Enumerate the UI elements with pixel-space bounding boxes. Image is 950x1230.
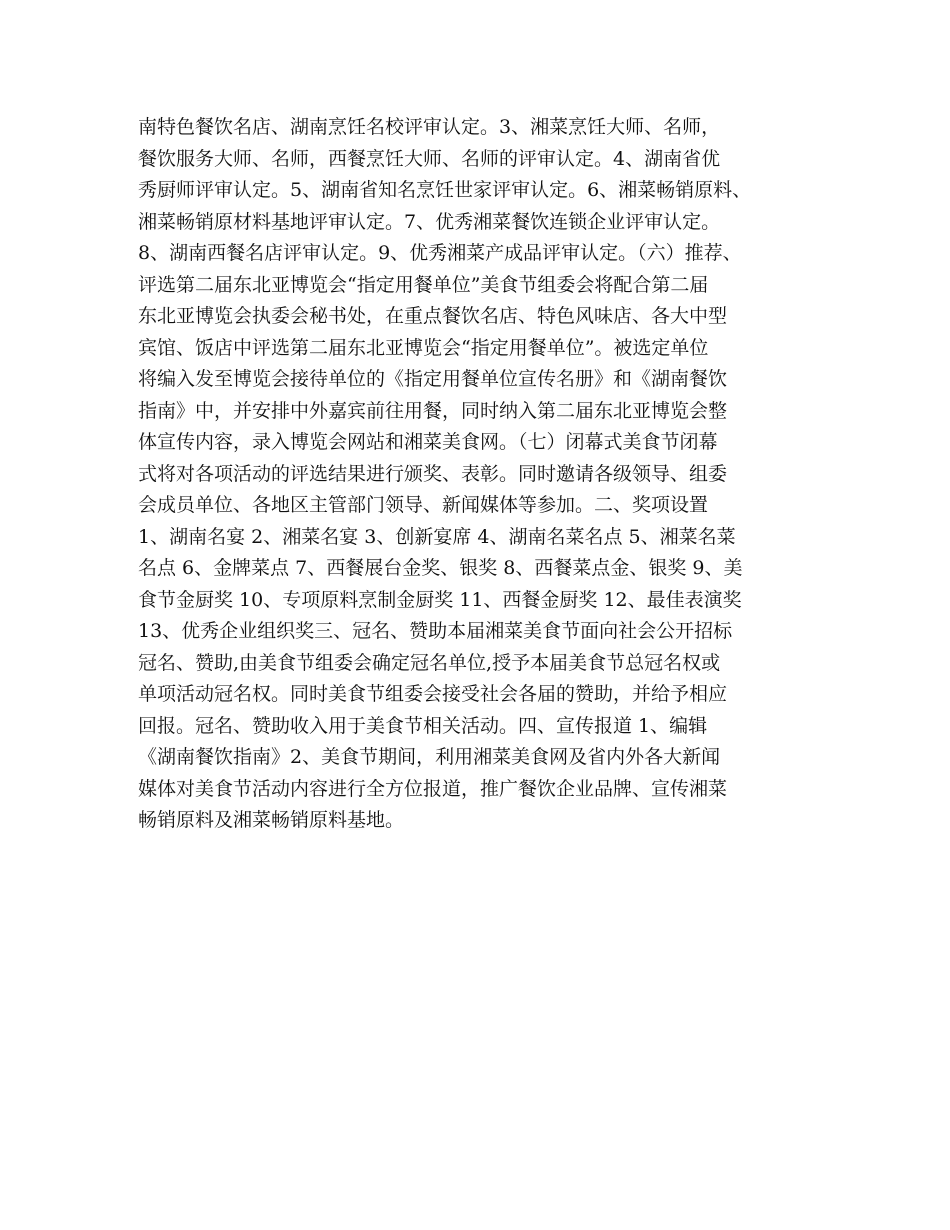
text-line: 食节金厨奖 10、专项原料烹制金厨奖 11、西餐金厨奖 12、最佳表演奖 bbox=[138, 588, 742, 611]
text-line: 评选第二届东北亚博览会“指定用餐单位”美食节组委会将配合第二届 bbox=[138, 273, 709, 296]
text-line: 式将对各项活动的评选结果进行颁奖、表彰。同时邀请各级领导、组委 bbox=[138, 462, 728, 485]
text-line: 东北亚博览会执委会秘书处，在重点餐饮名店、特色风味店、各大中型 bbox=[138, 305, 728, 327]
text-line: 秀厨师评审认定。5、湖南省知名烹饪世家评审认定。6、湘菜畅销原料、 bbox=[138, 179, 752, 201]
text-line: 媒体对美食节活动内容进行全方位报道，推广餐饮企业品牌、宣传湘菜 bbox=[138, 777, 728, 800]
text-line: 单项活动冠名权。同时美食节组委会接受社会各届的赞助，并给予相应 bbox=[138, 683, 728, 705]
text-line: 将编入发至博览会接待单位的《指定用餐单位宣传名册》和《湖南餐饮 bbox=[138, 368, 728, 390]
text-line: 8、湖南西餐名店评审认定。9、优秀湘菜产成品评审认定。（六）推荐、 bbox=[138, 242, 742, 264]
text-line: 《湖南餐饮指南》2、美食节期间，利用湘菜美食网及省内外各大新闻 bbox=[138, 746, 721, 768]
text-line: 名点 6、金牌菜点 7、西餐展台金奖、银奖 8、西餐菜点金、银奖 9、美 bbox=[138, 557, 743, 579]
text-line: 冠名、赞助,由美食节组委会确定冠名单位,授予本届美食节总冠名权或 bbox=[138, 651, 721, 674]
text-line: 会成员单位、各地区主管部门领导、新闻媒体等参加。二、奖项设置 bbox=[138, 494, 709, 516]
text-line: 湘菜畅销原材料基地评审认定。7、优秀湘菜餐饮连锁企业评审认定。 bbox=[138, 210, 721, 233]
body-text bbox=[138, 112, 828, 837]
text-line: 餐饮服务大师、名师，西餐烹饪大师、名师的评审认定。4、湖南省优 bbox=[138, 147, 721, 170]
text-line: 宾馆、饭店中评选第二届东北亚博览会“指定用餐单位”。被选定单位 bbox=[138, 336, 709, 359]
text-line: 1、湖南名宴 2、湘菜名宴 3、创新宴席 4、湖南名菜名点 5、湘菜名菜 bbox=[138, 525, 736, 548]
text-line: 指南》中，并安排中外嘉宾前往用餐，同时纳入第二届东北亚博览会整 bbox=[138, 399, 728, 422]
text-line: 13、优秀企业组织奖三、冠名、赞助本届湘菜美食节面向社会公开招标 bbox=[138, 620, 733, 642]
text-line: 畅销原料及湘菜畅销原料基地。 bbox=[138, 809, 405, 831]
text-line: 体宣传内容，录入博览会网站和湘菜美食网。（七）闭幕式美食节闭幕 bbox=[138, 431, 718, 453]
text-line: 南特色餐饮名店、湖南烹饪名校评审认定。3、湘菜烹饪大师、名师， bbox=[138, 116, 721, 138]
text-line: 回报。冠名、赞助收入用于美食节相关活动。四、宣传报道 1、编辑 bbox=[138, 714, 708, 737]
